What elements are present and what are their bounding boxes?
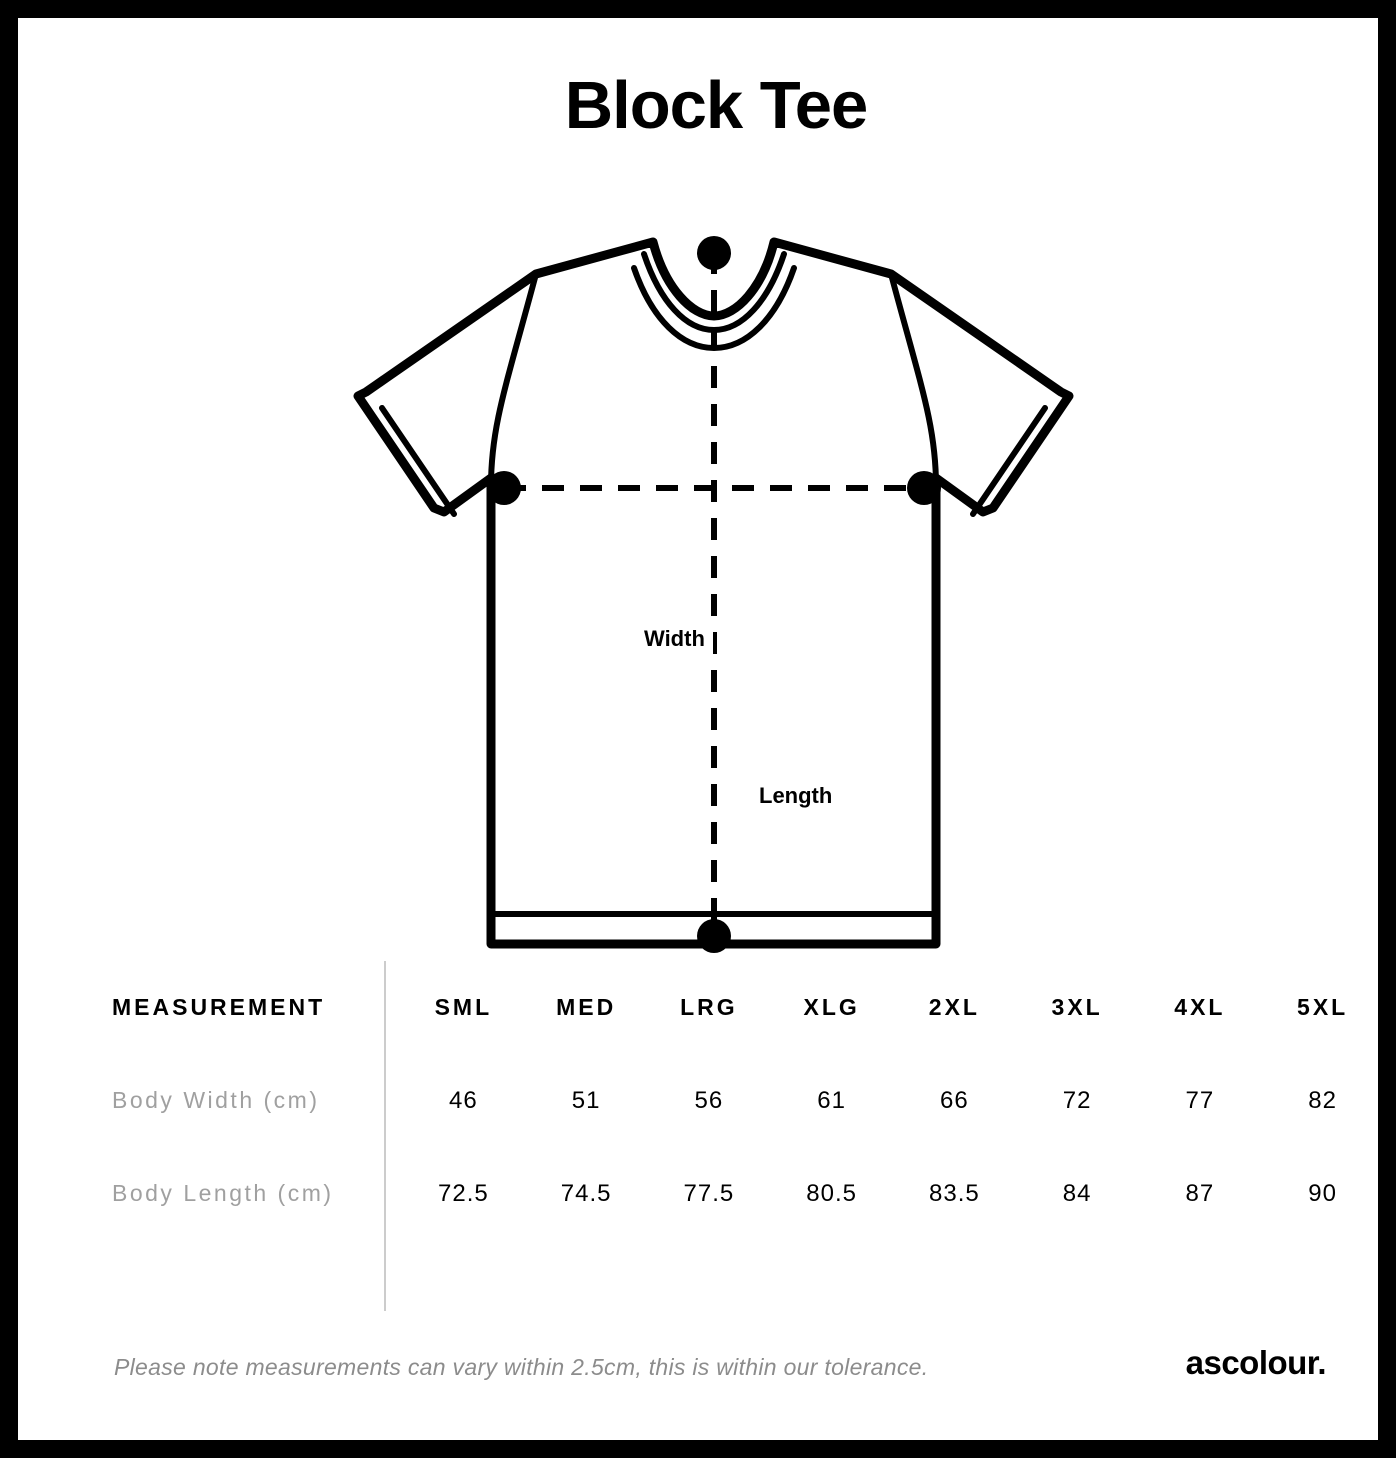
poster-inner	[36, 36, 1396, 1458]
column-header-measurement: MEASUREMENT	[112, 994, 326, 1020]
table-row	[94, 1147, 1384, 1240]
tshirt-diagram	[36, 196, 1396, 956]
dot-width-right	[907, 471, 941, 505]
size-table-wrap	[36, 961, 1396, 1240]
cell-width-xlg: 61	[817, 1086, 846, 1114]
column-header-3xl: 3XL	[1051, 994, 1103, 1020]
brand-logo: ascolour.	[1185, 1344, 1326, 1381]
table-row	[94, 1054, 1384, 1147]
cell-width-3xl: 72	[1062, 1086, 1092, 1114]
column-header-2xl: 2XL	[928, 994, 980, 1020]
cell-width-4xl: 77	[1185, 1086, 1215, 1114]
cell-length-med: 74.5	[560, 1179, 612, 1207]
cell-length-lrg: 77.5	[683, 1179, 735, 1207]
table-divider	[384, 961, 386, 1311]
dot-length-bottom	[697, 919, 731, 953]
row-label-body-width: Body Width (cm)	[112, 1087, 320, 1113]
cell-length-5xl: 90	[1308, 1179, 1337, 1207]
tolerance-note: Please note measurements can vary within 2.5cm, this is within our tolerance.	[114, 1354, 929, 1380]
size-table	[94, 961, 1384, 1240]
dot-width-left	[487, 471, 521, 505]
length-label: Length	[751, 781, 840, 811]
column-header-sml: SML	[434, 994, 493, 1020]
column-header-5xl: 5XL	[1297, 994, 1349, 1020]
dot-length-top	[697, 236, 731, 270]
cell-length-4xl: 87	[1185, 1179, 1215, 1207]
column-header-4xl: 4XL	[1174, 994, 1226, 1020]
cell-width-med: 51	[571, 1086, 601, 1114]
cell-width-5xl: 82	[1308, 1086, 1337, 1114]
cell-length-sml: 72.5	[438, 1179, 489, 1207]
row-label-body-length: Body Length (cm)	[112, 1180, 334, 1206]
cell-length-3xl: 84	[1062, 1179, 1092, 1207]
width-label: Width	[636, 624, 713, 654]
page-title: Block Tee	[564, 68, 868, 143]
cell-width-sml: 46	[449, 1086, 478, 1114]
cell-width-2xl: 66	[940, 1086, 969, 1114]
cell-width-lrg: 56	[694, 1086, 724, 1114]
table-header-row	[94, 961, 1384, 1054]
column-header-lrg: LRG	[680, 994, 738, 1020]
column-header-xlg: XLG	[803, 994, 860, 1020]
cell-length-xlg: 80.5	[806, 1179, 857, 1207]
cell-length-2xl: 83.5	[929, 1179, 980, 1207]
column-header-med: MED	[556, 994, 617, 1020]
tshirt-svg	[36, 196, 1396, 956]
